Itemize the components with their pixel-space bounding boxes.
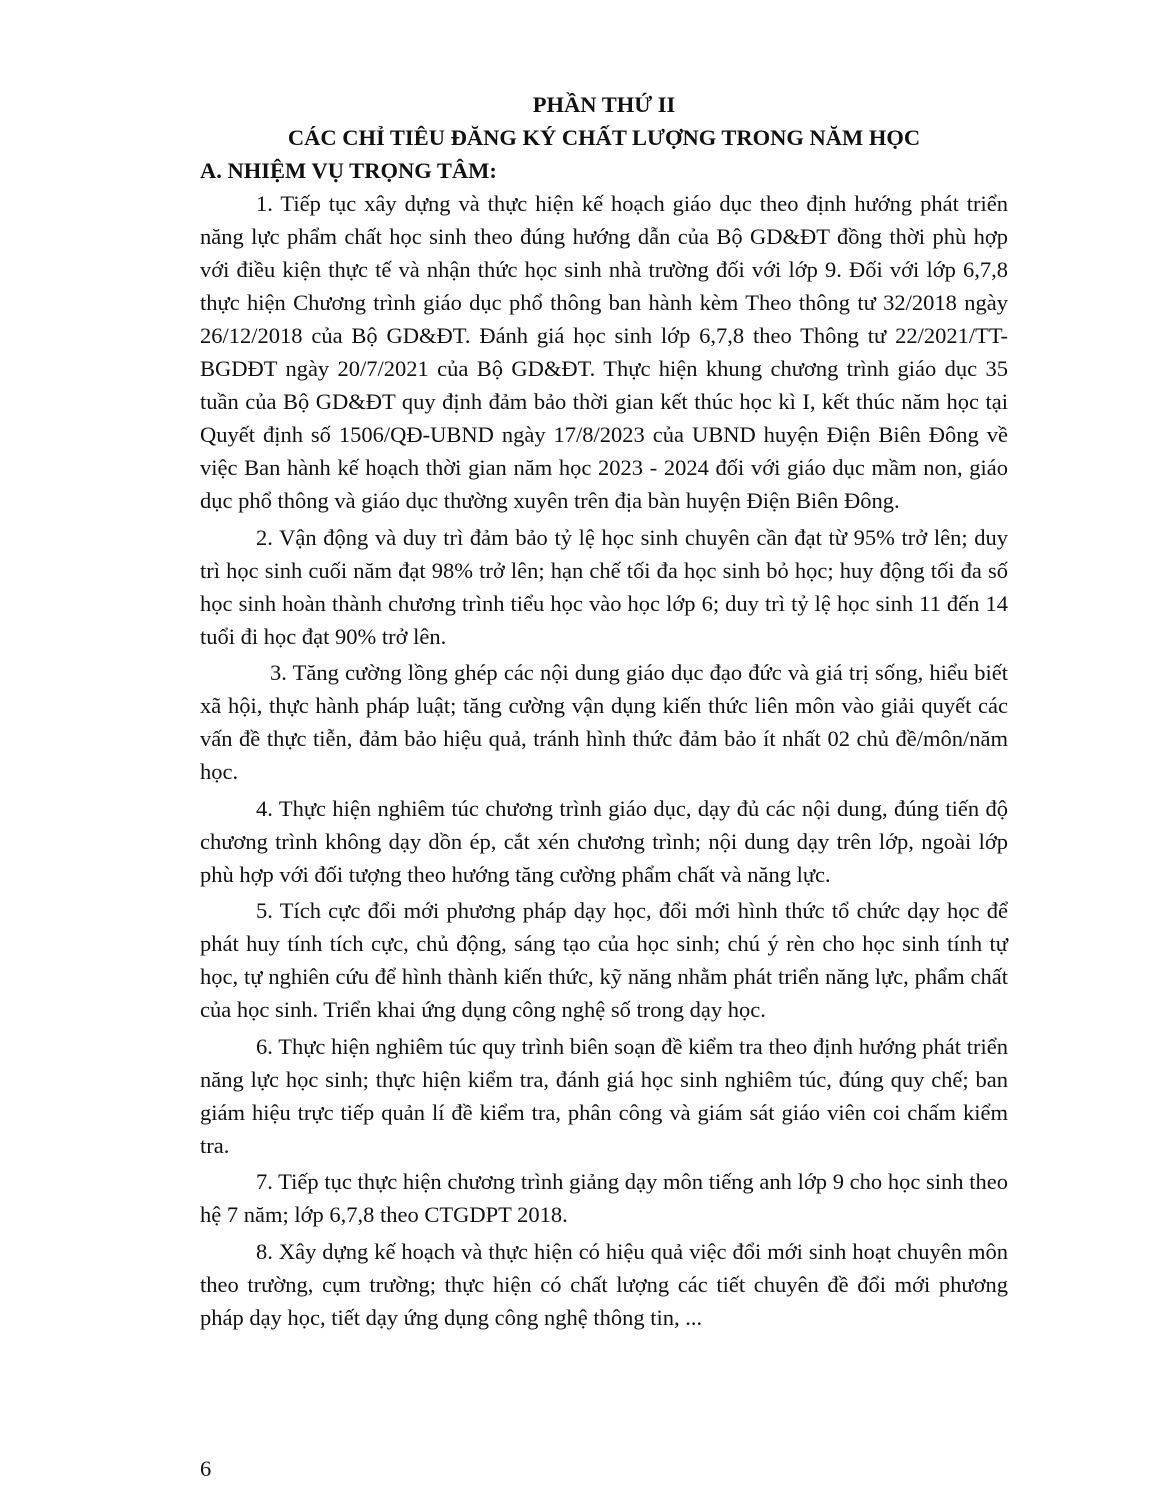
paragraph-1: 1. Tiếp tục xây dựng và thực hiện kế hoạch giáo dục theo định hướng phát triển năng lực phẩm chất học sinh theo đúng hướng dẫn của Bộ GD&ĐT đồng thời phù hợp với điều kiện thực tế và nhận thức học sinh nhà trường đối với lớp 9. Đối với lớp 6,7,8 thực hiện Chương trình giáo dục phổ thông ban hành kèm Theo thông tư 32/2018 ngày 26/12/2018 của Bộ GD&ĐT. Đánh giá học sinh lớp 6,7,8 theo Thông tư 22/2021/TT-BGDĐT ngày 20/7/2021 của Bộ GD&ĐT. Thực hiện khung chương trình giáo dục 35 tuần của Bộ GD&ĐT quy định đảm bảo thời gian kết thúc học kì I, kết thúc năm học tại Quyết định số 1506/QĐ-UBND ngày 17/8/2023 của UBND huyện Điện Biên Đông về việc Ban hành kế hoạch thời gian năm học 2023 - 2024 đối với giáo dục mầm non, giáo dục phổ thông và giáo dục thường xuyên trên địa bàn huyện Điện Biên Đông. bbox=[200, 191, 1008, 513]
document-page bbox=[200, 88, 1008, 1337]
paragraph-5: 5. Tích cực đổi mới phương pháp dạy học, đổi mới hình thức tổ chức dạy học để phát huy tính tích cực, chủ động, sáng tạo của học sinh; chú ý rèn cho học sinh tính tự học, tự nghiên cứu để hình thành kiến thức, kỹ năng nhằm phát triển năng lực, phẩm chất của học sinh. Triển khai ứng dụng công nghệ số trong dạy học. bbox=[200, 898, 1008, 1022]
section-heading: A. NHIỆM VỤ TRỌNG TÂM: bbox=[200, 158, 497, 183]
part-title: PHẦN THỨ II bbox=[532, 92, 676, 117]
paragraph-7: 7. Tiếp tục thực hiện chương trình giảng dạy môn tiếng anh lớp 9 cho học sinh theo hệ 7 năm; lớp 6,7,8 theo CTGDPT 2018. bbox=[200, 1169, 1008, 1227]
page-number: 6 bbox=[200, 1456, 212, 1481]
paragraph-6: 6. Thực hiện nghiêm túc quy trình biên soạn đề kiểm tra theo định hướng phát triển năng lực học sinh; thực hiện kiểm tra, đánh giá học sinh nghiêm túc, đúng quy chế; ban giám hiệu trực tiếp quản lí đề kiểm tra, phân công và giám sát giáo viên coi chấm kiểm tra. bbox=[200, 1033, 1008, 1158]
paragraph-4: 4. Thực hiện nghiêm túc chương trình giáo dục, dạy đủ các nội dung, đúng tiến độ chương trình không dạy dồn ép, cắt xén chương trình; nội dung dạy trên lớp, ngoài lớp phù hợp với đối tượng theo hướng tăng cường phẩm chất và năng lực. bbox=[200, 795, 1008, 887]
paragraph-2: 2. Vận động và duy trì đảm bảo tỷ lệ học sinh chuyên cần đạt từ 95% trở lên; duy trì học sinh cuối năm đạt 98% trở lên; hạn chế tối đa học sinh bỏ học; huy động tối đa số học sinh hoàn thành chương trình tiểu học vào học lớp 6; duy trì tỷ lệ học sinh 11 đến 14 tuổi đi học đạt 90% trở lên. bbox=[200, 524, 1008, 649]
paragraph-8: 8. Xây dựng kế hoạch và thực hiện có hiệu quả việc đổi mới sinh hoạt chuyên môn theo trường, cụm trường; thực hiện có chất lượng các tiết chuyên đề đổi mới phương pháp dạy học, tiết dạy ứng dụng công nghệ thông tin, ... bbox=[200, 1238, 1008, 1330]
paragraph-3: 3. Tăng cường lồng ghép các nội dung giáo dục đạo đức và giá trị sống, hiểu biết xã hội, thực hành pháp luật; tăng cường vận dụng kiến thức liên môn vào giải quyết các vấn đề thực tiễn, đảm bảo hiệu quả, tránh hình thức đảm bảo ít nhất 02 chủ đề/môn/năm học. bbox=[200, 660, 1008, 784]
main-title: CÁC CHỈ TIÊU ĐĂNG KÝ CHẤT LƯỢNG TRONG NĂM HỌC bbox=[287, 125, 921, 150]
